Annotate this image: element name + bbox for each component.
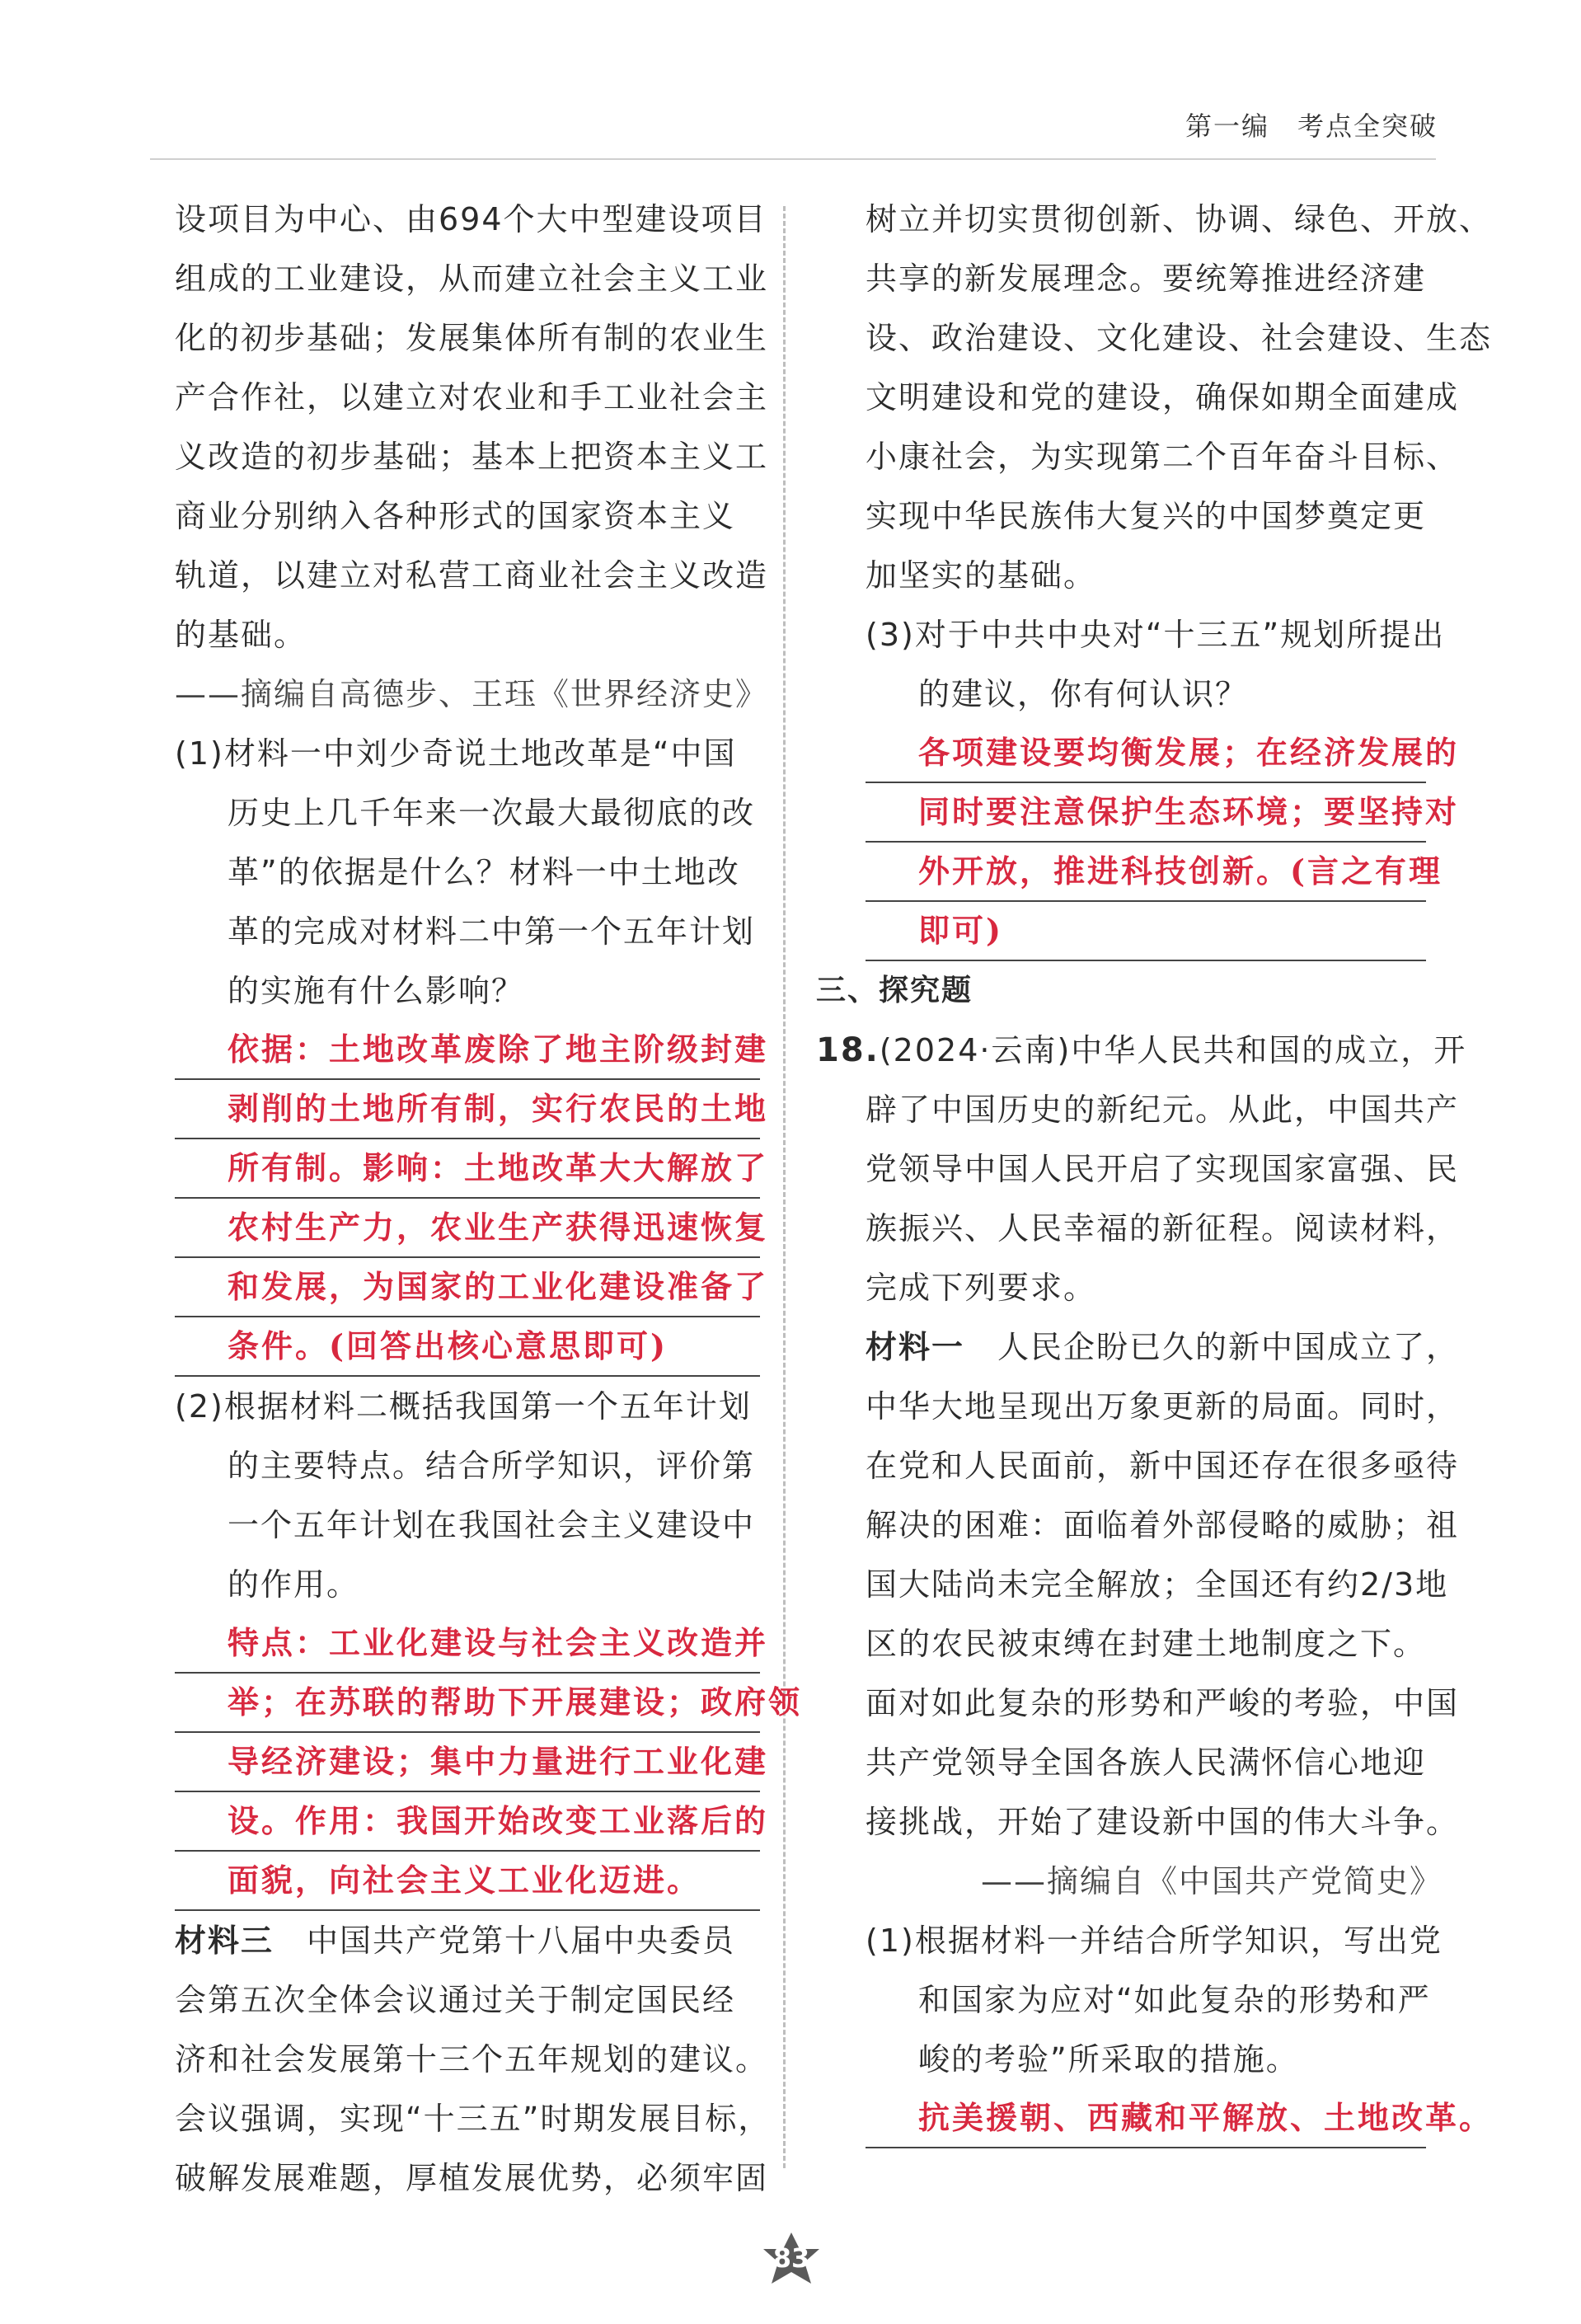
text-line: 化的初步基础；发展集体所有制的农业生 [175,320,769,356]
text-line: 会议强调，实现“十三五”时期发展目标， [175,2101,772,2137]
answer-line: 举；在苏联的帮助下开展建设；政府领 [175,1674,760,1733]
answer-line: 剥削的土地所有制，实行农民的土地 [175,1080,760,1139]
question-line: 辟了中国历史的新纪元。从此，中国共产 [866,1092,1460,1128]
question-line: 族振兴、人民幸福的新征程。阅读材料， [866,1210,1460,1247]
text-line: 商业分别纳入各种形式的国家资本主义 [175,498,736,534]
question-number: 18. [816,1031,880,1069]
text-line: 组成的工业建设，从而建立社会主义工业 [175,261,769,297]
text-line: 产合作社，以建立对农业和手工业社会主 [175,379,769,416]
question-line: 峻的考验”所采取的措施。 [918,2041,1299,2078]
answer-line: 面貌，向社会主义工业化迈进。 [175,1852,760,1911]
right-column [816,190,1494,2148]
question-line: 革的完成对材料二中第一个五年计划 [228,913,756,950]
material-one [816,1317,1460,1852]
answer-3 [866,724,1460,961]
text-line: 在党和人民面前，新中国还存在很多亟待 [866,1448,1460,1484]
header-rule [150,158,1436,160]
material-text: 人民企盼已久的新中国成立了， [964,1329,1460,1365]
text-line: 设项目为中心、由694个大中型建设项目 [175,201,767,237]
question-3 [816,605,1446,724]
text-line: 面对如此复杂的形势和严峻的考验，中国 [866,1685,1460,1721]
answer-line: 农村生产力，农业生产获得迅速恢复 [175,1199,760,1258]
answer-line: 外开放，推进科技创新。(言之有理 [866,843,1426,902]
text-line: 树立并切实贯彻创新、协调、绿色、开放、 [866,201,1493,237]
page-number-badge [758,2231,824,2289]
answer-line: 即可) [866,902,1426,961]
question-18-first-line [816,1021,1467,1080]
question-line: 和国家为应对“如此复杂的形势和严 [918,1982,1431,2018]
text-line: 中华大地呈现出万象更新的局面。同时， [866,1388,1460,1425]
answer-line: 依据：土地改革废除了地主阶级封建 [175,1021,760,1080]
text-line: 破解发展难题，厚植发展优势，必须牢固 [175,2160,769,2196]
answer-line: 特点：工业化建设与社会主义改造并 [175,1614,760,1674]
question-1 [175,724,760,1021]
question-line: 的实施有什么影响？ [228,973,525,1009]
material-three-first-line [175,1911,760,1970]
question-line: 完成下列要求。 [866,1270,1097,1306]
question-text: (2024·云南)中华人民共和国的成立，开 [879,1032,1467,1068]
text-line: 设、政治建设、文化建设、社会建设、生态 [866,320,1493,356]
answer-line: 设。作用：我国开始改变工业落后的 [175,1792,760,1852]
text-line: 接挑战，开始了建设新中国的伟大斗争。 [866,1804,1460,1840]
text-line: 共享的新发展理念。要统筹推进经济建 [866,261,1427,297]
section-heading: 三、探究题 [816,974,973,1007]
question-line: (1)材料一中刘少奇说土地改革是“中国 [175,735,737,772]
text-line: 文明建设和党的建设，确保如期全面建成 [866,379,1460,416]
text-line: 轨道，以建立对私营工商业社会主义改造 [175,557,769,594]
text-line: 国大陆尚未完全解放；全国还有约2/3地 [866,1566,1449,1603]
citation: ——摘编自高德步、王珏《世界经济史》 [175,676,769,712]
text-line: 区的农民被束缚在封建土地制度之下。 [866,1626,1427,1662]
answer-line: 导经济建设；集中力量进行工业化建 [175,1733,760,1792]
material-two-continued [175,190,769,664]
question-18-1 [816,1911,1443,2089]
question-line: 的建议，你有何认识？ [918,676,1249,712]
question-line: (2)根据材料二概括我国第一个五年计划 [175,1388,752,1425]
material-label: 材料三 [175,1923,274,1959]
question-2 [175,1377,760,1614]
answer-line: 各项建设要均衡发展；在经济发展的 [866,724,1426,783]
answer-1 [175,1021,769,1377]
material-three [175,1911,772,2208]
text-line: 小康社会，为实现第二个百年奋斗目标、 [866,439,1460,475]
text-line: 加坚实的基础。 [866,557,1097,594]
question-line: 一个五年计划在我国社会主义建设中 [228,1507,756,1543]
left-column [175,190,803,2208]
question-line: 党领导中国人民开启了实现国家富强、民 [866,1151,1460,1187]
answer-line: 所有制。影响：土地改革大大解放了 [175,1139,760,1199]
text-line: 会第五次全体会议通过关于制定国民经 [175,1982,736,2018]
answer-line: 抗美援朝、西藏和平解放、土地改革。 [866,2089,1426,2148]
material-label: 材料一 [866,1329,965,1365]
question-line: (3)对于中共中央对“十三五”规划所提出 [866,617,1446,653]
text-line: 的基础。 [175,617,307,653]
question-line: 历史上几千年来一次最大最彻底的改 [228,795,756,831]
material-one-first-line [816,1317,1460,1377]
answer-2 [175,1614,803,1911]
answer-line: 和发展，为国家的工业化建设准备了 [175,1258,760,1317]
text-line: 济和社会发展第十三个五年规划的建议。 [175,2041,769,2078]
answer-18-1 [866,2089,1494,2148]
question-line: 的主要特点。结合所学知识，评价第 [228,1448,756,1484]
text-line: 义改造的初步基础；基本上把资本主义工 [175,439,769,475]
material-text: 中国共产党第十八届中央委员 [274,1923,736,1959]
column-divider [783,206,786,2168]
text-line: 共产党领导全国各族人民满怀信心地迎 [866,1744,1427,1781]
text-line: 解决的困难：面临着外部侵略的威胁；祖 [866,1507,1460,1543]
answer-line: 条件。(回答出核心意思即可) [175,1317,760,1377]
citation: ——摘编自《中国共产党简史》 [980,1863,1443,1899]
question-line: (1)根据材料一并结合所学知识，写出党 [866,1923,1443,1959]
material-three-continued [816,190,1493,605]
text-line: 实现中华民族伟大复兴的中国梦奠定更 [866,498,1427,534]
page-number: 83 [772,2242,810,2274]
question-line: 革”的依据是什么？材料一中土地改 [228,854,740,890]
answer-line: 同时要注意保护生态环境；要坚持对 [866,783,1426,843]
question-line: 的作用。 [228,1566,360,1603]
running-header: 第一编 考点全突破 [1185,110,1438,142]
question-18 [816,1021,1467,1317]
